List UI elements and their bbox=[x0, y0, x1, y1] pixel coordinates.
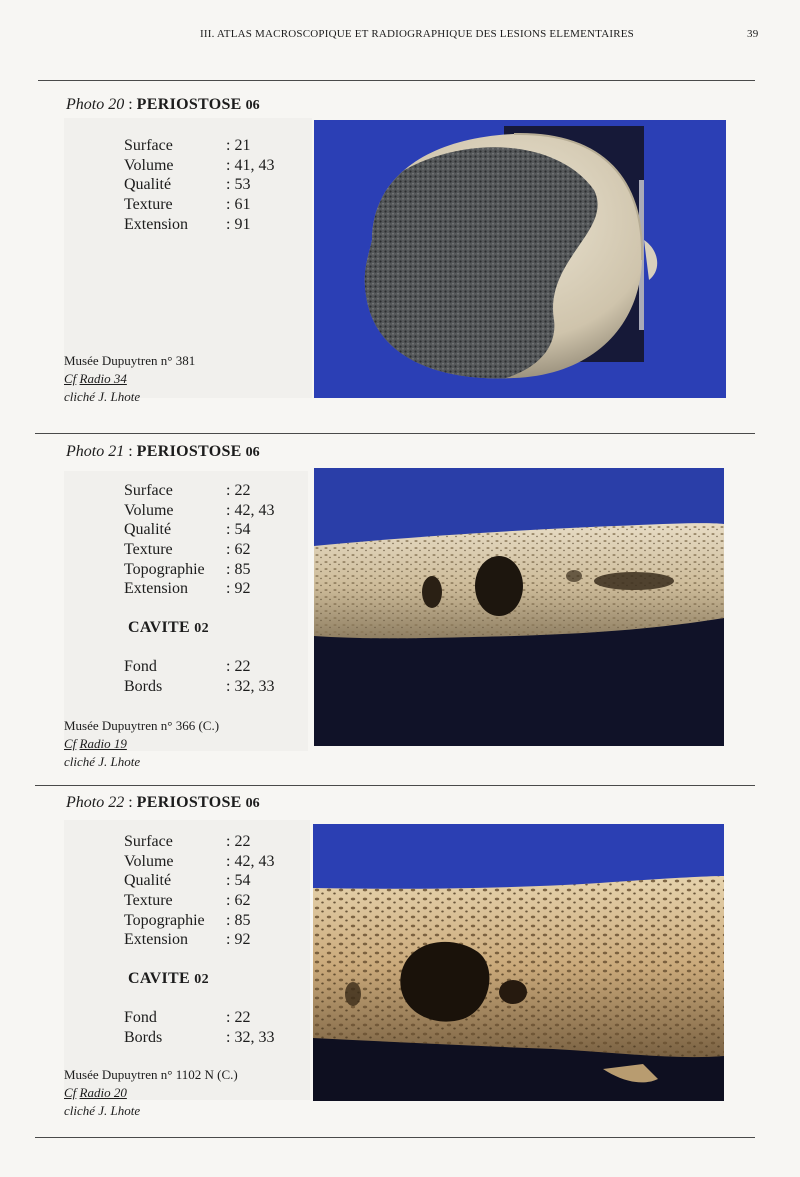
specimen-photo-bone-shaft bbox=[314, 468, 724, 746]
sub-lesion-heading bbox=[128, 619, 209, 637]
cf-link[interactable]: Cf bbox=[64, 371, 77, 386]
page-number: 39 bbox=[747, 28, 759, 40]
property-value: : 53 bbox=[226, 176, 251, 194]
property-value: : 22 bbox=[226, 482, 251, 499]
property-value: : 22 bbox=[226, 833, 251, 850]
property-key: Volume bbox=[124, 501, 174, 519]
property-key: Fond bbox=[124, 1009, 157, 1026]
property-key: Texture bbox=[124, 541, 173, 559]
property-value: : 32, 33 bbox=[226, 1028, 275, 1046]
property-value: : 21 bbox=[226, 137, 251, 154]
bone-closeup-illustration bbox=[313, 824, 724, 1101]
lesion-name: PERIOSTOSE bbox=[136, 96, 242, 113]
museum-reference: Musée Dupuytren n° 1102 N (C.) bbox=[64, 1067, 238, 1082]
radio-crossref[interactable] bbox=[64, 370, 195, 388]
property-value: : 54 bbox=[226, 872, 251, 890]
specimen-photo-bone-closeup bbox=[313, 824, 724, 1101]
property-key: Extension bbox=[124, 931, 188, 949]
bottom-rule bbox=[35, 1137, 755, 1138]
photo-number: Photo 20 bbox=[66, 96, 125, 113]
section-divider bbox=[35, 785, 755, 786]
property-key: Bords bbox=[124, 677, 163, 695]
property-value: : 85 bbox=[226, 560, 251, 578]
lesion-name: PERIOSTOSE bbox=[136, 443, 242, 460]
property-key: Texture bbox=[124, 892, 173, 910]
running-title: III. ATLAS MACROSCOPIQUE ET RADIOGRAPHIQUE DES LESIONS ELEMENTAIRES bbox=[200, 28, 634, 40]
property-key: Texture bbox=[124, 196, 173, 214]
property-key: Surface bbox=[124, 137, 173, 154]
specimen-credit bbox=[64, 1066, 238, 1120]
radio-link[interactable]: Radio 34 bbox=[79, 371, 127, 386]
skull-illustration bbox=[314, 120, 726, 398]
property-key: Surface bbox=[124, 833, 173, 850]
museum-reference: Musée Dupuytren n° 381 bbox=[64, 353, 196, 368]
photo-caption bbox=[66, 96, 260, 114]
bone-shaft-illustration bbox=[314, 468, 724, 746]
property-value: : 85 bbox=[226, 911, 251, 929]
property-key: Qualité bbox=[124, 176, 172, 194]
property-key: Volume bbox=[124, 852, 174, 870]
sub-lesion-name: CAVITE bbox=[128, 619, 190, 636]
property-value: : 22 bbox=[226, 1009, 251, 1026]
property-value: : 42, 43 bbox=[226, 501, 275, 519]
lesion-code: 06 bbox=[245, 98, 260, 113]
property-value: : 92 bbox=[226, 580, 251, 598]
specimen-credit bbox=[64, 352, 195, 406]
property-value: : 62 bbox=[226, 892, 251, 910]
lesion-code: 06 bbox=[245, 796, 260, 811]
photo-caption bbox=[66, 794, 260, 812]
sub-lesion-code: 02 bbox=[194, 972, 209, 987]
photo-credit: cliché J. Lhote bbox=[64, 1103, 141, 1118]
photo-credit: cliché J. Lhote bbox=[64, 389, 141, 404]
photo-caption bbox=[66, 443, 260, 461]
sub-lesion-code: 02 bbox=[194, 621, 209, 636]
property-value: : 22 bbox=[226, 658, 251, 675]
property-value: : 92 bbox=[226, 931, 251, 949]
cf-link[interactable]: Cf bbox=[64, 1085, 77, 1100]
sub-lesion-heading bbox=[128, 970, 209, 988]
property-value: : 32, 33 bbox=[226, 677, 275, 695]
radio-crossref[interactable] bbox=[64, 735, 219, 753]
specimen-credit bbox=[64, 717, 219, 771]
property-value: : 54 bbox=[226, 521, 251, 539]
property-value: : 62 bbox=[226, 541, 251, 559]
caption-separator: : bbox=[124, 443, 137, 460]
property-key: Qualité bbox=[124, 521, 172, 539]
property-value: : 91 bbox=[226, 215, 251, 233]
property-value: : 61 bbox=[226, 196, 251, 214]
caption-separator: : bbox=[124, 96, 137, 113]
museum-reference: Musée Dupuytren n° 366 (C.) bbox=[64, 718, 220, 733]
photo-number: Photo 21 bbox=[66, 443, 125, 460]
property-key: Volume bbox=[124, 156, 174, 174]
property-key: Extension bbox=[124, 215, 188, 233]
cf-link[interactable]: Cf bbox=[64, 736, 77, 751]
specimen-photo-skull bbox=[314, 120, 726, 398]
property-key: Bords bbox=[124, 1028, 163, 1046]
radio-link[interactable]: Radio 20 bbox=[79, 1085, 127, 1100]
top-rule bbox=[38, 80, 755, 81]
sub-lesion-name: CAVITE bbox=[128, 970, 190, 987]
property-value: : 41, 43 bbox=[226, 156, 275, 174]
property-key: Surface bbox=[124, 482, 173, 499]
radio-crossref[interactable] bbox=[64, 1084, 238, 1102]
property-value: : 42, 43 bbox=[226, 852, 275, 870]
photo-number: Photo 22 bbox=[66, 794, 125, 811]
radio-link[interactable]: Radio 19 bbox=[79, 736, 127, 751]
property-key: Qualité bbox=[124, 872, 172, 890]
caption-separator: : bbox=[124, 794, 137, 811]
page-header bbox=[0, 26, 800, 46]
section-divider bbox=[35, 433, 755, 434]
property-key: Topographie bbox=[124, 911, 205, 929]
property-key: Topographie bbox=[124, 560, 205, 578]
property-key: Fond bbox=[124, 658, 157, 675]
lesion-name: PERIOSTOSE bbox=[136, 794, 242, 811]
photo-credit: cliché J. Lhote bbox=[64, 754, 141, 769]
lesion-code: 06 bbox=[245, 445, 260, 460]
property-key: Extension bbox=[124, 580, 188, 598]
